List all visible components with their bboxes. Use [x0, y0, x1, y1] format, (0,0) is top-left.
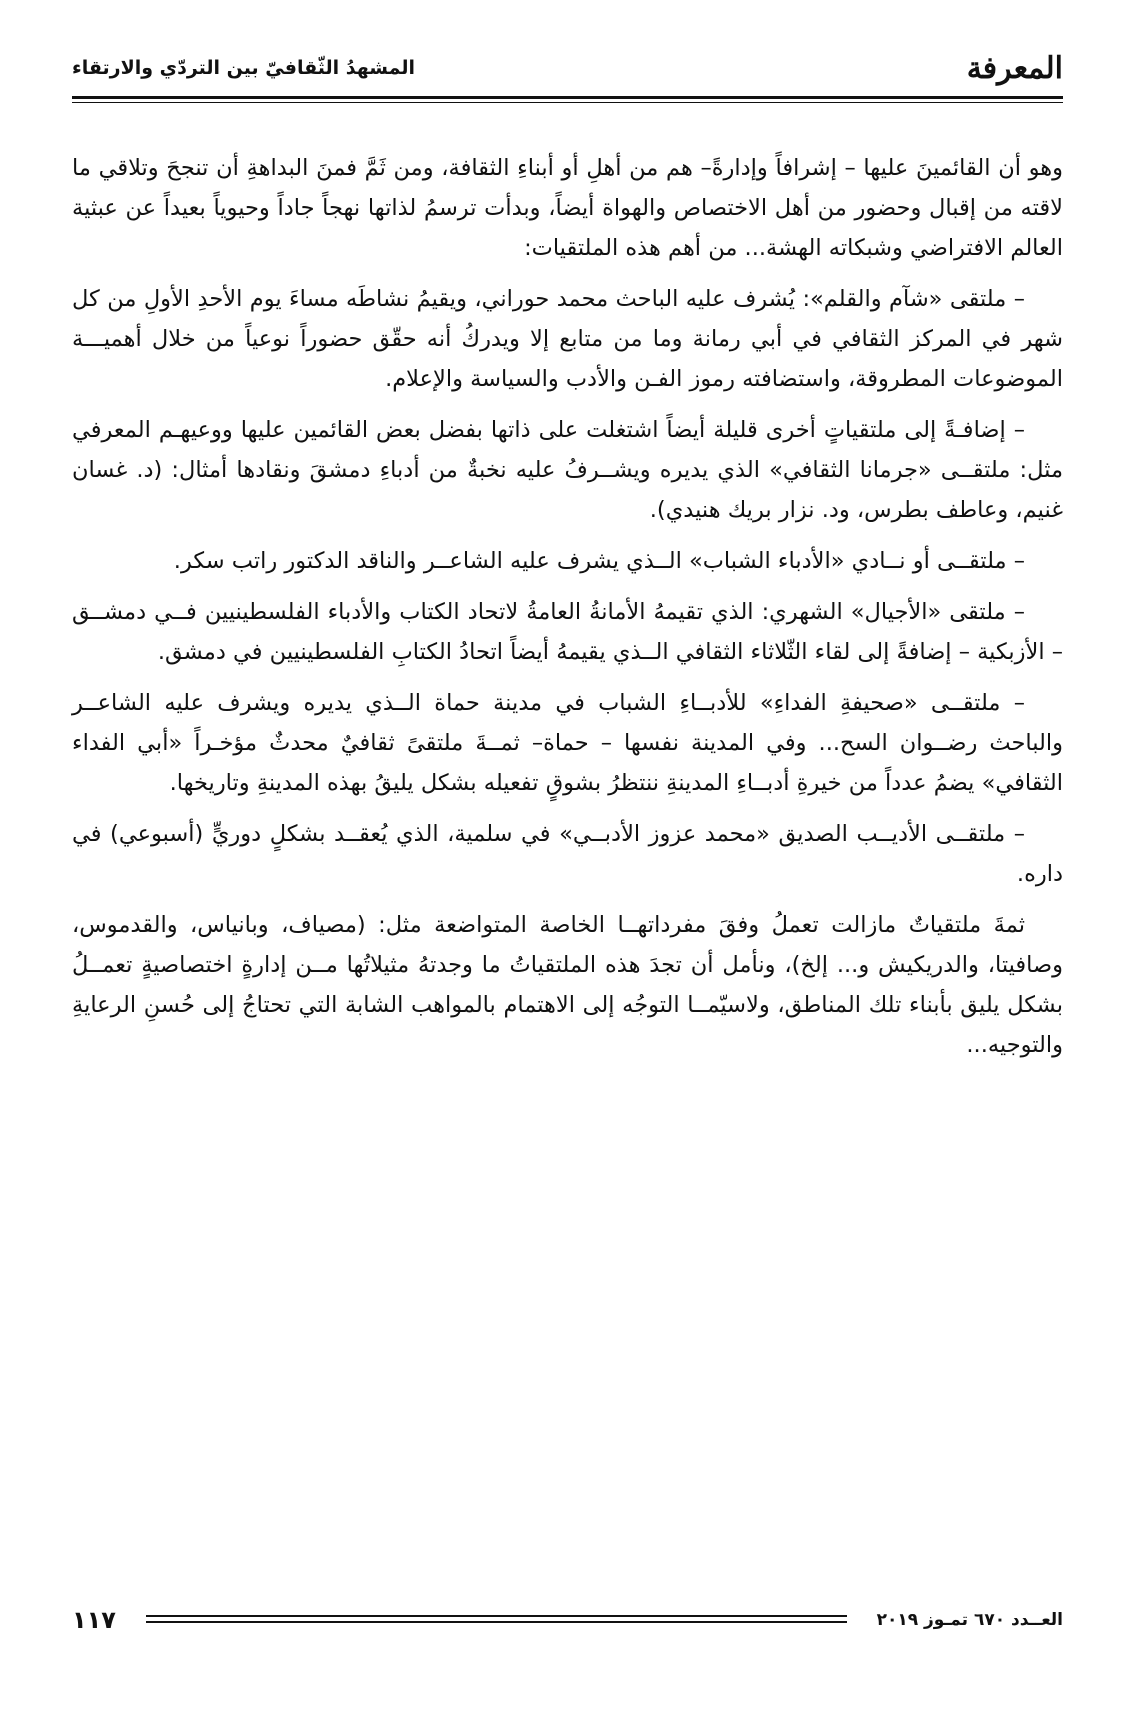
paragraph-8: ثمةَ ملتقياتٌ مازالت تعملُ وفقَ مفرداتهــا الخاصة المتواضعة مثل: (مصياف، وبانياس، والقدموس، وصافيتا، والدريكيش و... إلخ)، ونأمل أن تجدَ هذه الملتقياتُ ما وجدتهُ مثيلاتُها مــن إدارةٍ اختصاصيةٍ تعمــلُ بشكل يليق بأبناء تلك المناطق، ولاسيّمــا التوجُه إلى الاهتمام بالمواهب الشابة التي تحتاجُ إلى حُسنِ الرعايةِ والتوجيه... — [72, 912, 1063, 1058]
magazine-logo: المعرفة — [966, 50, 1063, 86]
article-body — [72, 148, 1063, 1076]
footer-rule-bottom — [146, 1621, 847, 1623]
running-title: المشهدُ الثّقافيّ بين التردّي والارتقاء — [72, 57, 416, 79]
page-footer — [72, 1600, 1063, 1640]
header-rule-thin — [72, 102, 1063, 103]
page-number: ١١٧ — [72, 1606, 116, 1634]
paragraph-7: – ملتقــى الأديــب الصديق «محمد عزوز الأدبــي» في سلمية، الذي يُعقــد بشكلٍ دوريٍّ (أسبوعي) في داره. — [72, 821, 1063, 887]
paragraph-6: – ملتقــى «صحيفةِ الفداءِ» للأدبــاءِ الشباب في مدينة حماة الــذي يديره ويشرف عليه الشاعــر والباحث رضــوان السح... وفي المدينة نفسها – حماة– ثمــةَ ملتقىً ثقافيٌ محدثٌ مؤخـراً «أبي الفداء الثقافي» يضمُ عدداً من خيرةِ أدبــاءِ المدينةِ ننتظرُ بشوقٍ تفعيله بشكل يليقُ بهذه المدينةِ وتاريخها. — [72, 690, 1063, 796]
page-header — [72, 42, 1063, 94]
paragraph-5: – ملتقى «الأجيال» الشهري: الذي تقيمهُ الأمانةُ العامةُ لاتحاد الكتاب والأدباء الفلسطينيين فــي دمشــق – الأزبكية – إضافةً إلى لقاء الثّلاثاء الثقافي الــذي يقيمهُ أيضاً اتحادُ الكتابِ الفلسطينيين في دمشق. — [72, 599, 1063, 665]
paragraph-2: – ملتقى «شآم والقلم»: يُشرف عليه الباحث محمد حوراني، ويقيمُ نشاطَه مساءَ يوم الأحدِ الأولِ من كل شهر في المركز الثقافي في أبي رمانة وما من متابع إلا ويدركُ أنه حقّق حضوراً نوعياً من خلال أهميـــة الموضوعات المطروقة، واستضافته رموز الفـن والأدب والسياسة والإعلام. — [72, 286, 1063, 392]
paragraph-4: – ملتقــى أو نــادي «الأدباء الشباب» الــذي يشرف عليه الشاعــر والناقد الدكتور راتب سكر. — [173, 548, 1025, 574]
paragraph-1: وهو أن القائمينَ عليها – إشرافاً وإدارةً– هم من أهلِ أو أبناءِ الثقافة، ومن ثَمَّ فمنَ البداهةِ أن تنجحَ وتلاقي ما لاقته من إقبال وحضور من أهل الاختصاص والهواة أيضاً، وبدأت ترسمُ لذاتها نهجاً جاداً وحيوياً بعيداً عن عبثية العالم الافتراضي وشبكاته الهشة... من أهم هذه الملتقيات: — [72, 155, 1063, 261]
issue-info: العــدد ٦٧٠ تمـوز ٢٠١٩ — [876, 1610, 1063, 1630]
paragraph-3: – إضافـةً إلى ملتقياتٍ أخرى قليلة أيضاً اشتغلت على ذاتها بفضل بعض القائمين عليها ووعيهـم المعرفي مثل: ملتقــى «جرمانا الثقافي» الذي يديره ويشــرفُ عليه نخبةٌ من أدباءِ دمشقَ ونقادها أمثال: (د. غسان غنيم، وعاطف بطرس، ود. نزار بريك هنيدي). — [72, 417, 1063, 523]
footer-rule-top — [146, 1615, 847, 1617]
header-rule — [72, 96, 1063, 99]
footer-rule — [146, 1615, 847, 1625]
